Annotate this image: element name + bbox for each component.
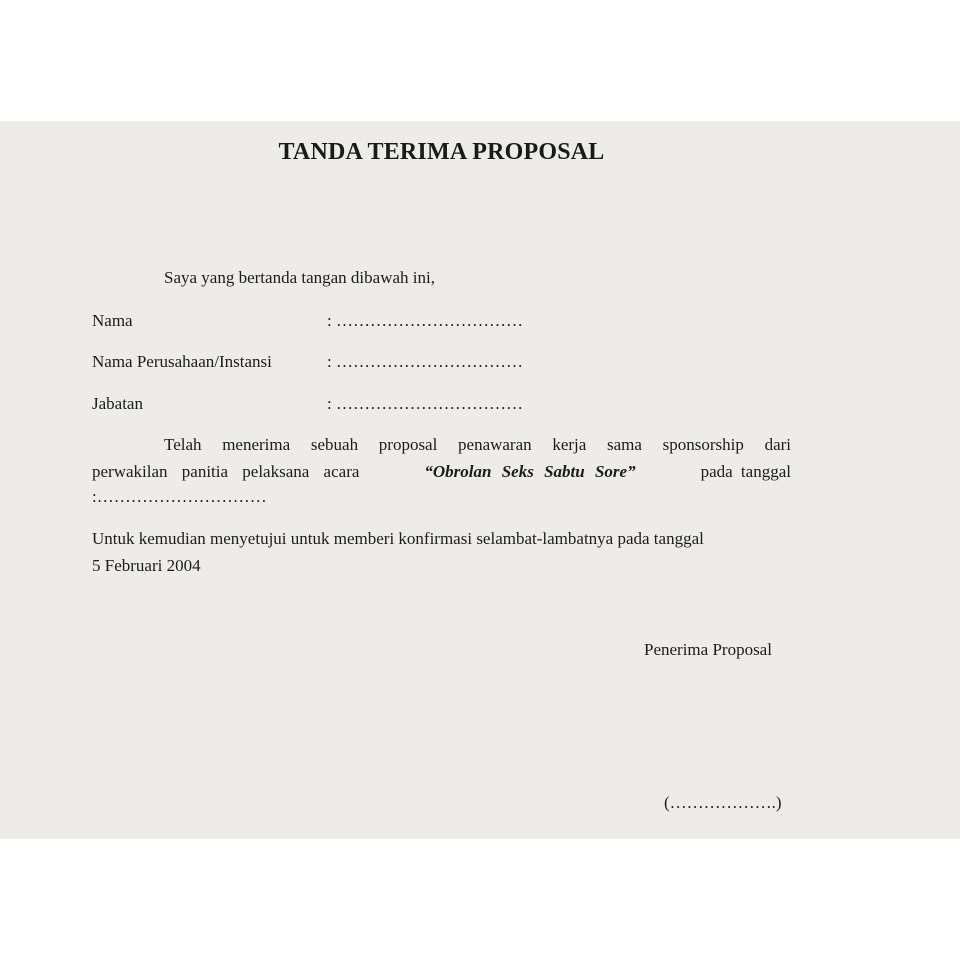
paragraph1-line2-after: pada tanggal bbox=[700, 462, 791, 481]
field-label-nama: Nama bbox=[92, 311, 133, 330]
paragraph1-line3: :………………………… bbox=[92, 487, 267, 506]
signature-placeholder: (……………….) bbox=[664, 793, 782, 812]
field-value-jabatan: : …………………………… bbox=[327, 394, 523, 413]
paragraph1-line2 bbox=[92, 462, 791, 482]
field-value-nama: : …………………………… bbox=[327, 311, 523, 330]
document-page bbox=[0, 121, 960, 839]
document-title: TANDA TERIMA PROPOSAL bbox=[278, 139, 605, 165]
paragraph2-line2: 5 Februari 2004 bbox=[92, 556, 201, 575]
intro-text: Saya yang bertanda tangan dibawah ini, bbox=[164, 268, 435, 287]
event-name: “Obrolan Seks Sabtu Sore” bbox=[424, 462, 636, 481]
paragraph2-line1: Untuk kemudian menyetujui untuk memberi konfirmasi selambat-lambatnya pada tanggal bbox=[92, 529, 704, 548]
paragraph1-line2-before: perwakilan panitia pelaksana acara bbox=[92, 462, 360, 481]
field-label-perusahaan: Nama Perusahaan/Instansi bbox=[92, 352, 272, 371]
field-value-perusahaan: : …………………………… bbox=[327, 352, 523, 371]
paragraph1-line1: Telah menerima sebuah proposal penawaran kerja sama sponsorship dari bbox=[164, 435, 791, 454]
signature-role: Penerima Proposal bbox=[644, 640, 772, 659]
field-label-jabatan: Jabatan bbox=[92, 394, 143, 413]
